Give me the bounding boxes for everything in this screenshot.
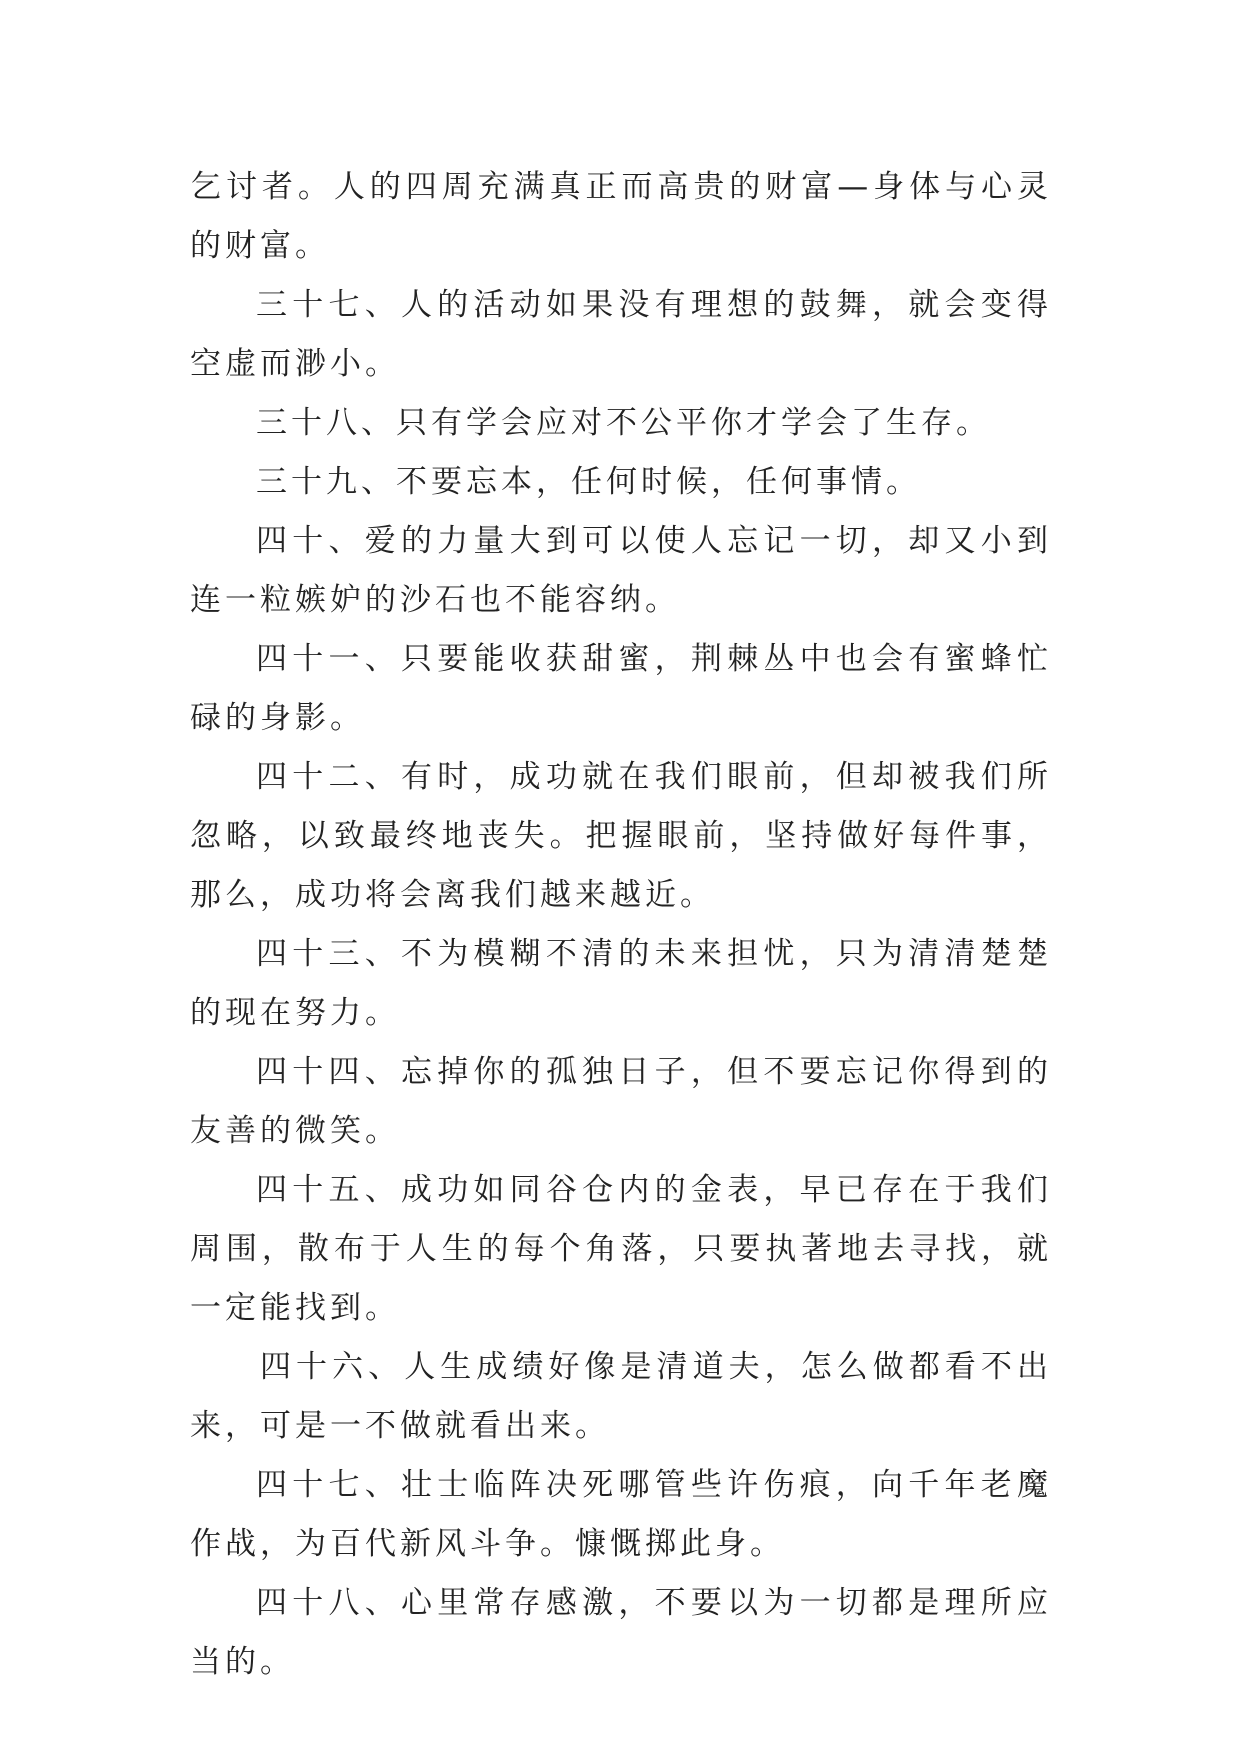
paragraph-37: 三十七、人的活动如果没有理想的鼓舞，就会变得空虚而渺小。 — [190, 287, 1052, 382]
paragraph-39: 三十九、不要忘本，任何时候，任何事情。 — [256, 464, 921, 500]
paragraph-46: 四十六、人生成绩好像是清道夫，怎么做都看不出来，可是一不做就看出来。 — [190, 1349, 1052, 1444]
paragraph-41: 四十一、只要能收获甜蜜，荆棘丛中也会有蜜蜂忙碌的身影。 — [190, 641, 1052, 736]
paragraph-47: 四十七、壮士临阵决死哪管些许伤痕，向千年老魔作战，为百代新风斗争。慷慨掷此身。 — [190, 1467, 1052, 1562]
paragraph-44: 四十四、忘掉你的孤独日子，但不要忘记你得到的友善的微笑。 — [190, 1054, 1052, 1149]
paragraph-38: 三十八、只有学会应对不公平你才学会了生存。 — [256, 405, 991, 441]
paragraph-45: 四十五、成功如同谷仓内的金表，早已存在于我们周围，散布于人生的每个角落，只要执著地去寻找，就一定能找到。 — [190, 1172, 1052, 1326]
document-body — [190, 158, 1052, 1692]
paragraph-42: 四十二、有时，成功就在我们眼前，但却被我们所忽略，以致最终地丧失。把握眼前，坚持做好每件事，那么，成功将会离我们越来越近。 — [190, 759, 1052, 913]
paragraph-48: 四十八、心里常存感激，不要以为一切都是理所应当的。 — [190, 1585, 1052, 1680]
paragraph-continuation: 乞讨者。人的四周充满真正而高贵的财富—身体与心灵的财富。 — [190, 169, 1052, 264]
paragraph-43: 四十三、不为模糊不清的未来担忧，只为清清楚楚的现在努力。 — [190, 936, 1052, 1031]
paragraph-40: 四十、爱的力量大到可以使人忘记一切，却又小到连一粒嫉妒的沙石也不能容纳。 — [190, 523, 1052, 618]
